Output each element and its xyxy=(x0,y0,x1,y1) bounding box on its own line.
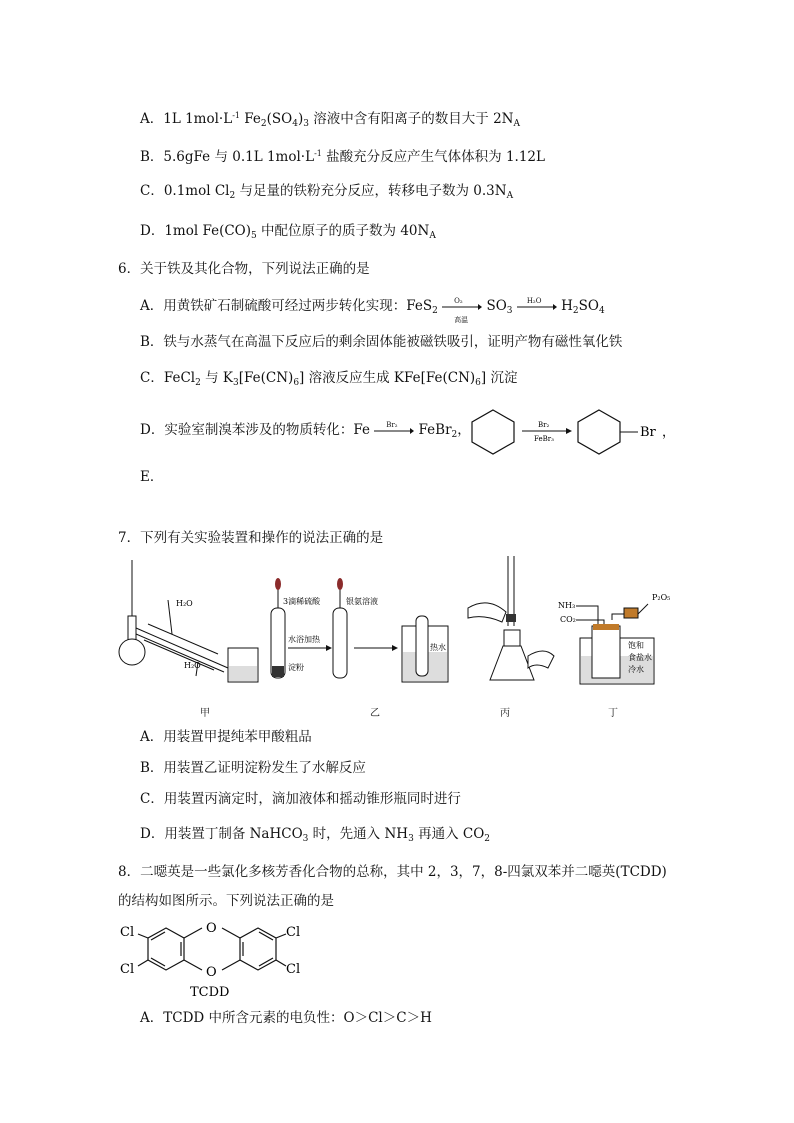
svg-text:食盐水: 食盐水 xyxy=(628,653,652,662)
svg-text:，: ， xyxy=(662,425,676,440)
arrow-heat-label: 高温 xyxy=(454,315,469,324)
svg-text:饱和: 饱和 xyxy=(628,641,644,650)
q5-option-c: C．0.1mol $Cl_2$ 与足量的铁粉充分反应，转移电子数为 $0.3N_A$ xyxy=(140,183,514,201)
arrow-o2-label: O₂ xyxy=(454,296,463,305)
svg-text:Cl: Cl xyxy=(120,925,135,940)
svg-text:热水: 热水 xyxy=(430,643,446,652)
reaction-arrow-icon xyxy=(566,428,572,434)
q7-option-b: B．用装置乙证明淀粉发生了水解反应 xyxy=(140,760,366,776)
svg-text:3滴稀硫酸: 3滴稀硫酸 xyxy=(283,597,321,606)
q8-stem-line1: 8．二噁英是一些氯化多核芳香化合物的总称，其中 2，3，7，8-四氯双苯并二噁英(TCDD) xyxy=(118,864,667,880)
benzene-to-bromobenzene-diagram xyxy=(466,404,676,456)
svg-text:冷水: 冷水 xyxy=(628,665,644,674)
svg-text:NH₃: NH₃ xyxy=(558,601,576,610)
q5-option-a: A．1L $1mol\cdot L^{-1}$ $Fe_2(SO_4)_3$ 溶液中含有阳离子的数目大于 $2N_A$ xyxy=(140,111,520,129)
q8-option-a: A．TCDD 中所含元素的电负性：O＞Cl＞C＞H xyxy=(140,1010,432,1026)
q6-option-b: B．铁与水蒸气在高温下反应后的剩余固体能被磁铁吸引，证明产物有磁性氧化铁 xyxy=(140,334,623,350)
svg-text:Cl: Cl xyxy=(286,925,301,940)
benzene-ring-icon xyxy=(472,410,514,454)
svg-text:P₂O₅: P₂O₅ xyxy=(652,593,671,602)
svg-text:CO₂: CO₂ xyxy=(560,615,576,624)
svg-text:FeBr₃: FeBr₃ xyxy=(534,435,554,443)
svg-text:银氨溶液: 银氨溶液 xyxy=(346,597,378,606)
q6-option-d: D．实验室制溴苯涉及的物质转化：Fe Br₂ FeBr$_2$， xyxy=(140,420,471,440)
tcdd-structure-diagram xyxy=(118,920,308,1002)
apparatus-jia xyxy=(119,560,258,682)
q5-option-d: D．1mol $Fe(CO)_5$ 中配位原子的质子数为 $40N_A$ xyxy=(140,223,436,241)
svg-text:水浴加热: 水浴加热 xyxy=(288,635,320,644)
q7-option-d: D．用装置丁制备 NaHCO$_3$ 时，先通入 $NH_3$ 再通入 $CO_2$ xyxy=(140,826,491,844)
svg-text:Br: Br xyxy=(640,425,656,440)
svg-text:Cl: Cl xyxy=(120,962,135,977)
caption-jia: 甲 xyxy=(200,708,210,719)
arrow-water-label: H₂O xyxy=(526,296,542,305)
q7-option-c: C．用装置丙滴定时，滴加液体和摇动锥形瓶同时进行 xyxy=(140,791,461,807)
q8-stem-line2: 的结构如图所示。下列说法正确的是 xyxy=(118,893,334,909)
q7-option-a: A．用装置甲提纯苯甲酸粗品 xyxy=(140,729,312,745)
q6-stem: 6．关于铁及其化合物，下列说法正确的是 xyxy=(118,261,370,277)
svg-text:Cl: Cl xyxy=(286,962,301,977)
q7-stem: 7．下列有关实验装置和操作的说法正确的是 xyxy=(118,530,384,546)
bromobenzene-ring-icon xyxy=(578,410,620,454)
q6-option-c: C．FeCl$_2$ 与 $K_3[Fe(CN)_6]$ 溶液反应生成 $KFe[Fe(CN)_6]$ 沉淀 xyxy=(140,370,518,388)
svg-text:O: O xyxy=(206,965,217,980)
q6-option-e: E． xyxy=(140,469,164,485)
caption-bing: 丙 xyxy=(500,708,510,719)
arrow-icon xyxy=(326,645,332,651)
svg-text:H₂O: H₂O xyxy=(176,599,193,608)
caption-ding: 丁 xyxy=(608,708,618,719)
svg-text:TCDD: TCDD xyxy=(190,985,230,1000)
svg-text:淀粉: 淀粉 xyxy=(288,663,304,672)
apparatus-ding xyxy=(558,593,670,684)
apparatus-yi xyxy=(271,578,448,682)
svg-text:H₂O: H₂O xyxy=(184,661,201,670)
caption-yi: 乙 xyxy=(370,708,380,719)
experiment-apparatus-figure xyxy=(118,556,678,696)
svg-text:Br₂: Br₂ xyxy=(538,421,550,429)
q5-option-b: B．5.6gFe 与 0.1L $1mol\cdot L^{-1}$ 盐酸充分反应产生气体体积为 1.12L xyxy=(140,149,545,165)
arrow-icon xyxy=(392,645,398,651)
q6-option-a: A．用黄铁矿石制硫酸可经过两步转化实现：FeS$_2$ O₂ 高温 $SO_3$ H₂O $H_2SO_4$ xyxy=(140,296,605,321)
apparatus-bing xyxy=(468,556,554,680)
svg-text:O: O xyxy=(206,921,217,936)
